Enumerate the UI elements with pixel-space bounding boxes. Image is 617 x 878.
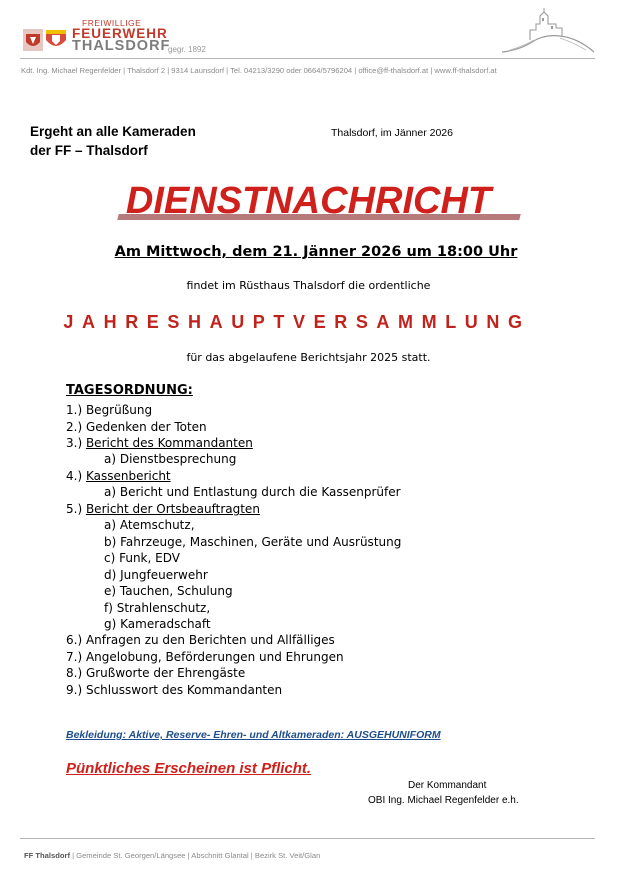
agenda-subitem: a) Dienstbesprechung — [104, 452, 237, 466]
footer-details: | Gemeinde St. Georgen/Längsee | Abschnitt Glantal | Bezirk St. Veit/Glan — [69, 851, 321, 860]
agenda-subitem: g) Kameradschaft — [104, 617, 211, 631]
agenda-item: 7.) Angelobung, Beförderungen und Ehrungen — [66, 650, 344, 664]
meeting-period: für das abgelaufene Berichtsjahr 2025 statt. — [186, 351, 431, 364]
agenda-subitem: a) Atemschutz, — [104, 518, 195, 532]
meeting-name: JAHRESHAUPTVERSAMMLUNG — [63, 312, 531, 332]
place-date: Thalsdorf, im Jänner 2026 — [331, 127, 453, 139]
agenda-subitem: f) Strahlenschutz, — [104, 601, 211, 615]
agenda-subitem: c) Funk, EDV — [104, 551, 180, 565]
signature-role: Der Kommandant — [408, 780, 487, 791]
brand-location: THALSDORF — [72, 38, 171, 54]
agenda-item: 4.) Kassenbericht — [66, 469, 171, 483]
brand-subtitle: FREIWILLIGE — [82, 18, 142, 28]
brand-name: FEUERWEHR — [72, 26, 168, 41]
agenda-item: 9.) Schlusswort des Kommandanten — [66, 683, 283, 697]
signature-name: OBI Ing. Michael Regenfelder e.h. — [368, 795, 519, 806]
agenda-subitem: d) Jungfeuerwehr — [104, 568, 208, 582]
agenda-item: 6.) Anfragen zu den Berichten und Allfälliges — [66, 633, 335, 647]
contact-line: Kdt. Ing. Michael Regenfelder | Thalsdorf 2 | 9314 Launsdorf | Tel. 04213/3290 oder 0664/5796204 | office@ff-thalsdorf.at | www.ff-thalsdorf.at — [21, 66, 497, 75]
meeting-datetime: Am Mittwoch, dem 21. Jänner 2026 um 18:00 Uhr — [114, 244, 518, 260]
dress-code: Bekleidung: Aktive, Reserve- Ehren- und Altkameraden: AUSGEHUNIFORM — [66, 729, 441, 741]
agenda-item: 5.) Bericht der Ortsbeauftragten — [66, 502, 260, 516]
footer-divider — [20, 838, 595, 839]
agenda-subitem: a) Bericht und Entlastung durch die Kassenprüfer — [104, 485, 401, 499]
brand-founded: gegr. 1892 — [168, 45, 206, 54]
punctuality-notice: Pünktliches Erscheinen ist Pflicht. — [66, 760, 312, 777]
agenda-item: 1.) Begrüßung — [66, 403, 153, 417]
agenda-item: 3.) Bericht des Kommandanten — [66, 436, 253, 450]
agenda-subitem: b) Fahrzeuge, Maschinen, Geräte und Ausrüstung — [104, 535, 402, 549]
agenda-item: 2.) Gedenken der Toten — [66, 420, 207, 434]
meeting-intro: findet im Rüsthaus Thalsdorf die ordentliche — [186, 279, 431, 292]
recipient-line-2: der FF – Thalsdorf — [30, 143, 148, 158]
footer-text — [24, 851, 320, 860]
footer-org: FF Thalsdorf — [24, 851, 70, 860]
page-title: DIENSTNACHRICHT — [125, 180, 492, 222]
agenda-heading: TAGESORDNUNG: — [66, 383, 193, 398]
recipient-line-1: Ergeht an alle Kameraden — [30, 124, 196, 139]
agenda-subitem: e) Tauchen, Schulung — [104, 584, 233, 598]
agenda-item: 8.) Grußworte der Ehrengäste — [66, 666, 246, 680]
